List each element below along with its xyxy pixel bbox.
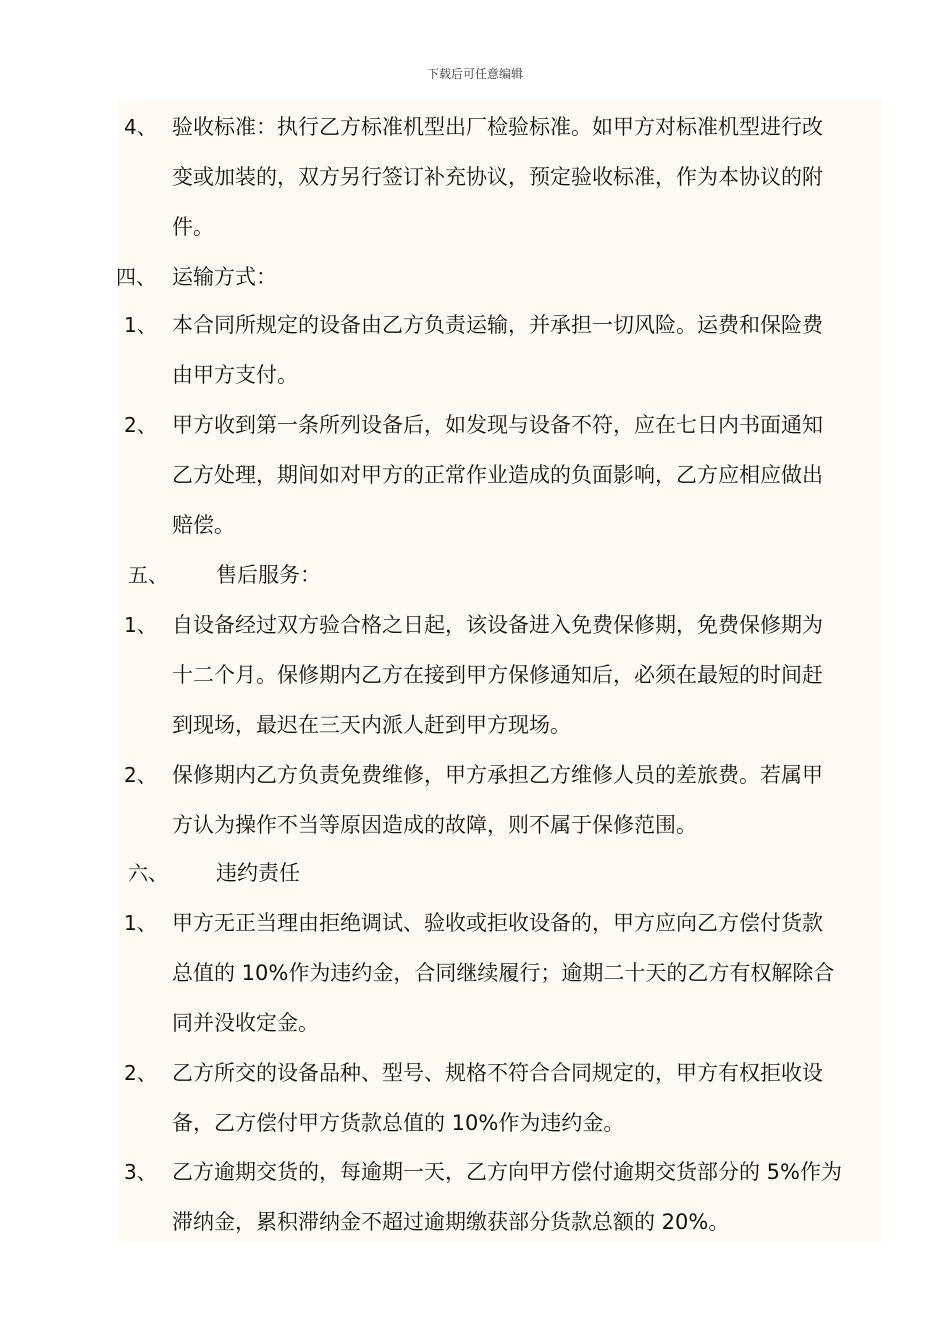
clause-text-line: 本合同所规定的设备由乙方负责运输，并承担一切风险。运费和保险费 xyxy=(172,313,823,337)
clause-marker: 1、 xyxy=(124,613,157,637)
clause-text-line: 方认为操作不当等原因造成的故障，则不属于保修范围。 xyxy=(172,813,697,837)
clause-text-line: 由甲方支付。 xyxy=(172,363,298,387)
clause-text-line: 乙方处理，期间如对甲方的正常作业造成的负面影响，乙方应相应做出 xyxy=(172,463,823,487)
clause-marker: 2、 xyxy=(124,1061,157,1085)
clause-text-line: 总值的 10%作为违约金，合同继续履行；逾期二十天的乙方有权解除合 xyxy=(172,961,835,985)
clause-text-line: 乙方所交的设备品种、型号、规格不符合合同规定的，甲方有权拒收设 xyxy=(172,1061,823,1085)
clause-marker: 四、 xyxy=(116,265,156,289)
clause-text-line: 甲方收到第一条所列设备后，如发现与设备不符，应在七日内书面通知 xyxy=(172,413,823,437)
clause-marker: 4、 xyxy=(124,115,157,139)
clause-marker: 五、 xyxy=(128,563,168,587)
clause-text-line: 售后服务： xyxy=(216,563,321,587)
clause-text-line: 十二个月。保修期内乙方在接到甲方保修通知后，必须在最短的时间赶 xyxy=(172,663,823,687)
clause-marker: 3、 xyxy=(124,1160,157,1184)
clause-marker: 2、 xyxy=(124,413,157,437)
clause-text-line: 备，乙方偿付甲方货款总值的 10%作为违约金。 xyxy=(172,1111,625,1135)
clause-text-line: 运输方式： xyxy=(172,265,277,289)
clause-text-line: 违约责任 xyxy=(216,861,300,885)
clause-text-line: 变或加装的，双方另行签订补充协议，预定验收标准，作为本协议的附 xyxy=(172,165,823,189)
clause-text-line: 自设备经过双方验合格之日起，该设备进入免费保修期，免费保修期为 xyxy=(172,613,823,637)
clause-text-line: 件。 xyxy=(172,215,214,239)
clause-marker: 1、 xyxy=(124,313,157,337)
clause-text-line: 保修期内乙方负责免费维修，甲方承担乙方维修人员的差旅费。若属甲 xyxy=(172,763,823,787)
clause-text-line: 同并没收定金。 xyxy=(172,1011,319,1035)
clause-text-line: 乙方逾期交货的，每逾期一天，乙方向甲方偿付逾期交货部分的 5%作为 xyxy=(172,1160,842,1184)
clause-text-line: 到现场，最迟在三天内派人赶到甲方现场。 xyxy=(172,713,571,737)
clause-text-line: 验收标准：执行乙方标准机型出厂检验标准。如甲方对标准机型进行改 xyxy=(172,115,823,139)
clause-text-line: 滞纳金，累积滞纳金不超过逾期缴获部分货款总额的 20%。 xyxy=(172,1210,730,1234)
clause-marker: 1、 xyxy=(124,911,157,935)
clause-marker: 2、 xyxy=(124,763,157,787)
clause-text-line: 甲方无正当理由拒绝调试、验收或拒收设备的，甲方应向乙方偿付货款 xyxy=(172,911,823,935)
page-header: 下载后可任意编辑 xyxy=(426,67,523,81)
clause-marker: 六、 xyxy=(128,861,168,885)
clause-text-line: 赔偿。 xyxy=(172,513,235,537)
